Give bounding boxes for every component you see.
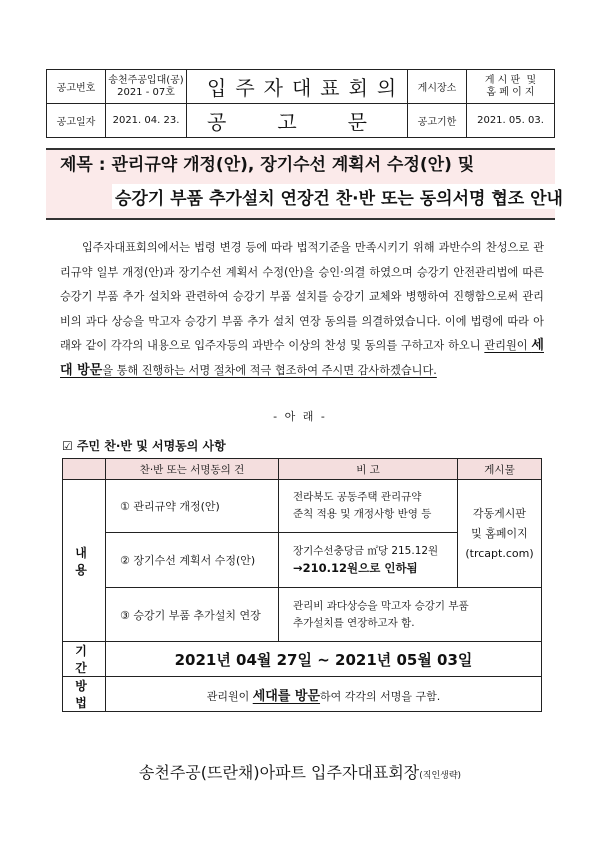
header-item: 찬·반 또는 서명동의 건 xyxy=(106,459,279,480)
period-value: 2021년 04월 27일 ~ 2021년 05월 03일 xyxy=(106,642,542,677)
method-value: 관리원이 세대를 방문하여 각각의 서명을 구함. xyxy=(106,677,542,712)
notice-date-value: 2021. 04. 23. xyxy=(106,104,187,138)
notice-word: 공 고 문 xyxy=(187,104,408,138)
body-paragraph: 입주자대표회의에서는 법령 변경 등에 따라 법적기준을 만족시키기 위해 과반수의 찬성으로 관리규약 일부 개정(안)과 장기수선 계획서 수정(안)을 승인·의결 하였으며 승강기 안전관리법에 따른 승강기 부품 추가 설치와 관련하여 승강기 부품 설치를 승강기 교체와 병행하여 진행함으로써 관리비의 과다 상승을 막고자 승강기 부품 추가 설치 연장 동의를 의결하였습니다. 이에 법령에 따라 아래와 같이 각각의 내용으로 입주자등의 과반수 이상의 찬성 및 동의를 구하고자 하오니 관리원이 세대 방문을 통해 진행하는 서명 절차에 적극 협조하여 주시면 감사하겠습니다. xyxy=(60,241,544,378)
consent-table xyxy=(62,458,542,712)
post-place-value: 게 시 판 및 홈 페 이 지 xyxy=(467,70,555,104)
header-note: 비 고 xyxy=(279,459,458,480)
below-heading: - 아 래 - xyxy=(273,410,327,423)
item-2-name: ② 장기수선 계획서 수정(안) xyxy=(106,533,279,588)
title-line-2: 승강기 부품 추가설치 연장건 찬·반 또는 동의서명 협조 안내 xyxy=(112,184,566,209)
post-period-label: 공고기한 xyxy=(408,104,467,138)
item-2-note: 장기수선충당금 ㎡당 215.12원 →210.12원으로 인하됨 xyxy=(279,533,458,588)
item-3-note: 관리비 과다상승을 막고자 승강기 부품 추가설치를 연장하고자 함. xyxy=(279,588,542,642)
title-line-1: 제목 : 관리규약 개정(안), 장기수선 계획서 수정(안) 및 xyxy=(60,155,475,175)
item-3-name: ③ 승강기 부품 추가설치 연장 xyxy=(106,588,279,642)
post-period-value: 2021. 05. 03. xyxy=(467,104,555,138)
notice-date-label: 공고일자 xyxy=(47,104,106,138)
period-label: 기 간 xyxy=(63,642,106,677)
notice-no-label: 공고번호 xyxy=(47,70,106,104)
content-label: 내 용 xyxy=(63,480,106,642)
header-blank xyxy=(63,459,106,480)
post-place-label: 게시장소 xyxy=(408,70,467,104)
footer-signature: 송천주공(뜨란채)아파트 입주자대표회장(직인생략) xyxy=(138,763,462,782)
item-1-note: 전라북도 공동주택 관리규약 준칙 적용 및 개정사항 반영 등 xyxy=(279,480,458,533)
method-label: 방 법 xyxy=(63,677,106,712)
notice-no-value: 송천주공입대(공) 2021 - 07호 xyxy=(106,70,187,104)
section-title: ☑ 주민 찬·반 및 서명동의 사항 xyxy=(62,439,226,453)
display-location: 각동게시판 및 홈페이지 (trcapt.com) xyxy=(458,480,542,588)
header-display: 게시물 xyxy=(458,459,542,480)
notice-header-table xyxy=(46,69,555,138)
item-1-name: ① 관리규약 개정(안) xyxy=(106,480,279,533)
org-title: 입주자대표회의 xyxy=(187,70,408,104)
